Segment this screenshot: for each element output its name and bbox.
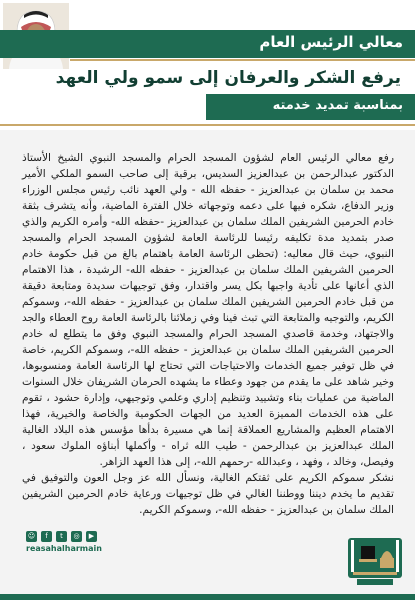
- title-ribbon: [0, 30, 415, 58]
- gold-divider-bottom: [0, 124, 415, 126]
- main-headline: يرفع الشكر والعرفان إلى سمو ولي العهد: [55, 68, 401, 88]
- subtitle-text: بمناسبة تمديد خدمته: [272, 98, 403, 113]
- gold-divider: [70, 59, 415, 61]
- haramain-logo-icon: [343, 528, 407, 590]
- facebook-icon[interactable]: f: [41, 531, 52, 542]
- twitter-icon[interactable]: t: [56, 531, 67, 542]
- youtube-icon[interactable]: ▶: [86, 531, 97, 542]
- snapchat-icon[interactable]: ☺: [27, 532, 36, 540]
- ribbon-title: معالي الرئيس العام: [259, 33, 403, 51]
- paragraph-closing: نشكر سموكم الكريم على ثقتكم الغالية، ونسأل الله عز وجل العون والتوفيق في تقديم ما يخدم ديننا ووطننا الغالي في ظل توجيهات ورعاية خادم الحرمين الشريفين الملك سلمان بن عبدالعزيز - حفظه الله-، وسموكم الكريم.: [22, 472, 394, 516]
- social-handle[interactable]: reasahalharmain: [26, 544, 102, 553]
- instagram-icon[interactable]: ◎: [71, 531, 82, 542]
- subtitle-band: [206, 94, 415, 120]
- footer-bar: [0, 594, 415, 600]
- social-icons: [26, 531, 97, 542]
- footer: [0, 528, 415, 600]
- paragraph-main: رفع معالي الرئيس العام لشؤون المسجد الحرام والمسجد النبوي الشيخ الأستاذ الدكتور عبدالرحمن بن عبدالعزيز السديس، برقية إلى صاحب السمو الملكي الأمير محمد بن سلمان بن عبدالعزيز - حفظه الله - ولي العهد نائب رئيس مجلس الوزراء وزير الدفاع، شكره فيها على دعمه وتوجهاته خلال الفترة الماضية، وأنه يتشرف بثقة خادم الحرمين الشريفين الملك سلمان بن عبدالعزيز -حفظه الله- وأمره الكريم والذي صدر بتمديد مدة تكليفه رئيسا للرئاسة العامة لشؤون المسجد الحرام والمسجد النبوي، حيث قال معاليه: (تحظى الرئاسة العامة باهتمام بالغ من قبل حكومة خادم الحرمين الشريفين الملك سلمان بن عبدالعزيز - حفظه الله- الرشيدة ، هذا الاهتمام الذي أعانها على تأدية واجبها بكل يسر واقتدار، وفق توجيهات سديدة ومتابعة دقيقة من قبل خادم الحرمين الشريفين الملك سلمان بن عبدالعزيز - حفظه الله-، وسموكم الكريم، والتوجيه والمتابعة التي تبث فينا وفي زملائنا بالرئاسة العامة روح العطاء والجد والاجتهاد، وخدمة قاصدي المسجد الحرام والمسجد النبوي وفق ما يتطلع له خادم الحرمين الشريفين الملك سلمان بن عبدالعزيز - حفظه الله-، وسموكم الكريم، خاصة في ظل توفير جميع الخدمات والاحتياجات التي تحتاج لها الرئاسة العامة ومنسوبوها، وخير شاهد على ما يقدم من جهود وعطاء ما يشهده الحرمان الشريفان خلال السنوات الماضية من عمليات بناء وتشييد وتنظيم إداري وعلمي وتوجيهي، وإدارة حشود ، تقوم على هذه الخدمات المميزة العديد من الجهات الحكومية والخاصة والخيرية، فهذا الاهتمام العظيم والمشاريع العملاقة إنما هي مسيرة بدأها مؤسس هذه البلاد الغالية الملك عبدالعزيز بن عبدالرحمن - طيب الله ثراه - وأكملها أبناؤه الملوك سعود ، وفيصل، وخالد ، وفهد ، وعبدالله -رحمهم الله-، إلى هذا العهد الزاهر.: [22, 152, 394, 468]
- article-body: [22, 150, 394, 518]
- header: [0, 0, 415, 130]
